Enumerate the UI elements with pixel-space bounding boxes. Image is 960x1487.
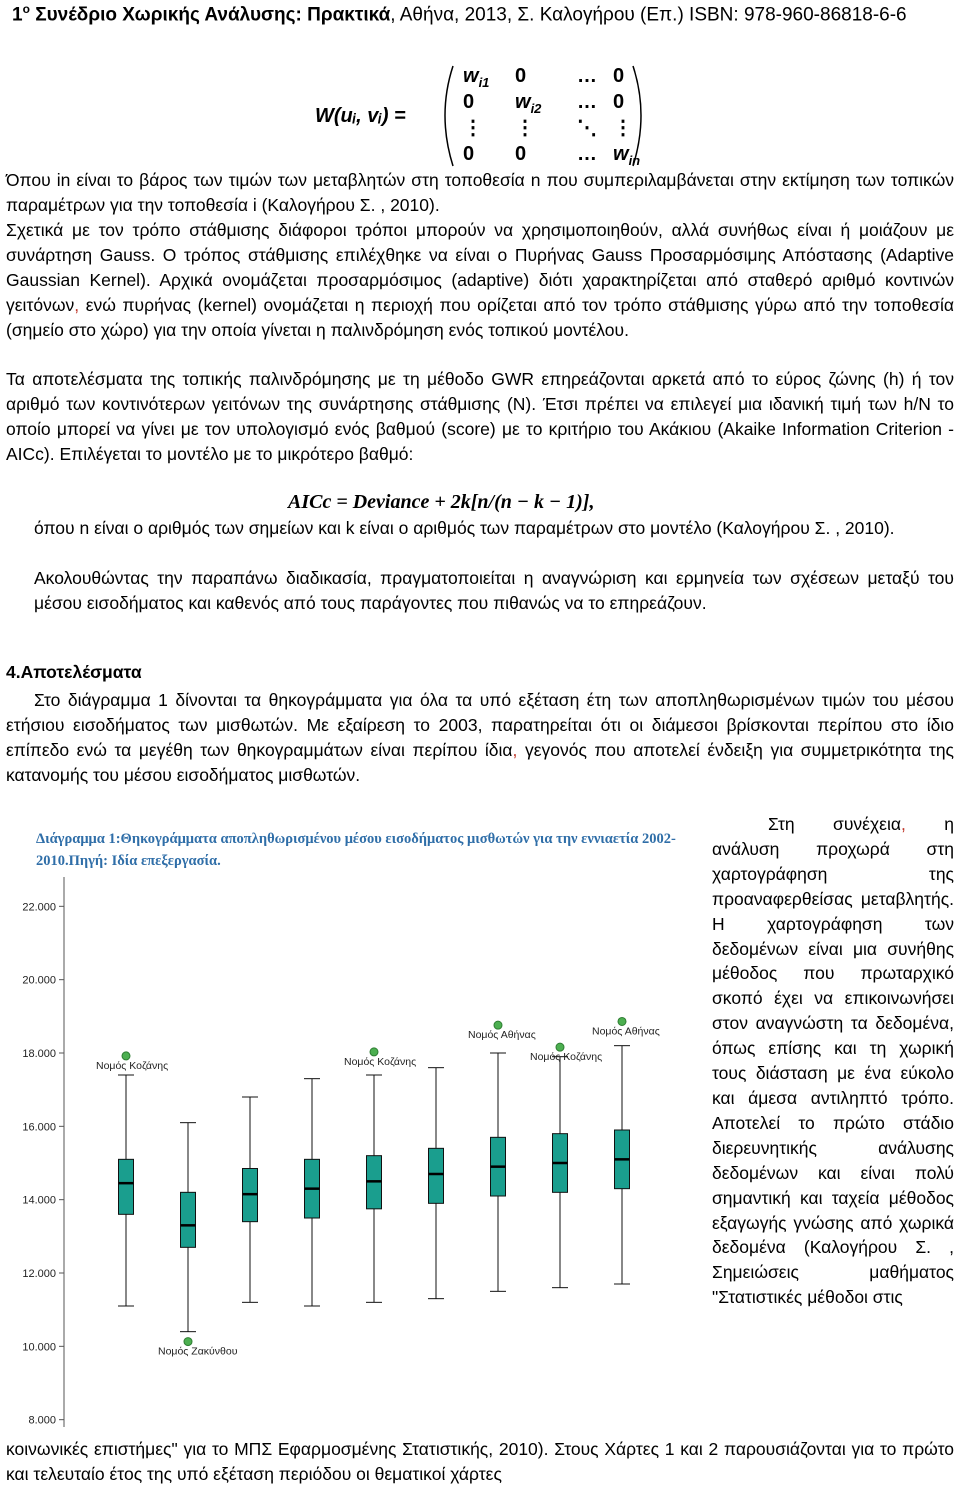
weight-matrix-equation <box>315 60 655 170</box>
paragraph-5 <box>6 688 954 788</box>
matrix-cell: ⋮ <box>463 117 483 139</box>
outlier-point <box>494 1021 502 1029</box>
outlier-label: Νομός Κοζάνης <box>344 1055 417 1068</box>
figure-caption: Διάγραμμα 1:Θηκογράμματα αποπληθωρισμένου μέσου εισοδήματος μισθωτών για την εννιαετία 2002-2010.Πηγή: Ιδία επεξεργασία. <box>36 831 676 869</box>
y-tick-label: 10.000 <box>22 1341 56 1354</box>
paragraph-1c-text: ενώ πυρήνας (kernel) ονομάζεται η περιοχή που ορίζεται από τον τρόπο στάθμισης γύρω από την τοποθεσία (σημείο στο χώρο) για την οποία γίνεται η παλινδρόμηση ενός τοπικού μοντέλου. <box>6 295 954 340</box>
paragraph-1b-comma: , <box>74 295 80 315</box>
paragraph-5b-text: γεγονός που αποτελεί ένδειξη για συμμετρικότητα της κατανομής του μέσου εισοδήματος μισθωτών. <box>6 740 954 785</box>
matrix-cell: $w_{in}$ <box>613 143 641 168</box>
outlier-label: Νομός Αθήνας <box>592 1025 660 1038</box>
outlier-point <box>370 1048 378 1056</box>
matrix-cell: 0 <box>613 91 625 113</box>
matrix-cell: 0 <box>613 65 625 87</box>
matrix-lhs: W(uᵢ, vᵢ) = <box>315 105 406 127</box>
y-tick-label: 16.000 <box>22 1121 56 1134</box>
outlier-label: Νομός Αθήνας <box>468 1029 536 1042</box>
paragraph-1b-text: Σχετικά με τον τρόπο στάθμισης διάφοροι τρόποι μπορούν να χρησιμοποιηθούν, αλλά συνήθως είναι ή μοιάζουν με συνάρτηση Gauss. Ο τρόπος στάθμισης επιλέχθηκε να είναι ο Πυρήνας Gauss Προσαρμόσιμης Απόστασης (Adaptive Gaussian Kernel). Αρχικά ονομάζεται προσαρμόσιμος (adaptive) διότι χαρακτηρίζεται από σταθερό αριθμό κοντινών γειτόνων <box>6 220 954 315</box>
paragraph-3-text: όπου n είναι ο αριθμός των σημείων και k είναι ο αριθμός των παραμέτρων στο μοντέλο (Καλογήρου Σ. , 2010). <box>34 518 895 538</box>
matrix-cell: … <box>577 143 597 165</box>
y-tick-label: 18.000 <box>22 1048 56 1060</box>
box <box>181 1192 196 1247</box>
outlier-label: Νομός Κοζάνης <box>530 1051 603 1064</box>
side-column-lead: Στη συνέχεια <box>768 814 901 834</box>
outlier-point <box>556 1043 564 1051</box>
section-heading: 4.Αποτελέσματα <box>6 662 142 682</box>
boxplot-chart <box>6 862 706 1442</box>
outlier-label: Νομός Κοζάνης <box>96 1059 169 1072</box>
paragraph-6: κοινωνικές επιστήμες" για το ΜΠΣ Εφαρμοσμένης Στατιστικής, 2010). Στους Χάρτες 1 και 2 παρουσιάζονται για το πρώτο και τελευταίο έτος της υπό εξέταση περιόδου οι θεματικοί χάρτες <box>6 1439 954 1484</box>
paragraph-4: Ακολουθώντας την παραπάνω διαδικασία, πραγματοποιείται η αναγνώριση και ερμηνεία των σχέσεων μεταξύ του μέσου εισοδήματος και καθενός από τους παράγοντες που πιθανώς να το επηρεάζουν. <box>34 568 954 613</box>
paragraph-1b <box>6 218 954 343</box>
outlier-point <box>618 1017 626 1025</box>
outlier-point <box>184 1338 192 1346</box>
matrix-left-paren <box>445 66 453 166</box>
outlier-point <box>122 1052 130 1060</box>
y-tick-label: 12.000 <box>22 1268 56 1280</box>
matrix-right-paren <box>633 66 641 166</box>
aicc-formula: AICc = Deviance + 2k[n/(n − k − 1)], <box>288 491 595 513</box>
matrix-svg <box>315 60 655 170</box>
matrix-cell: 0 <box>463 91 475 113</box>
paragraph-2: Τα αποτελέσματα της τοπικής παλινδρόμησης με τη μέθοδο GWR επηρεάζονται αρκετά από το εύρος ζώνης (h) ή τον αριθμό των κοντινότερων γειτόνων της συνάρτησης στάθμισης (N). Έτσι πρέπει να επιλεγεί μια ιδανική τιμή των h/N το οποίο μπορεί να γίνει με τον υπολογισμό ενός βαθμού (score) με το κριτήριο του Ακάκιου (Akaike Information Criterion - AICc). Επιλέγεται το μοντέλο με το μικρότερο βαθμό: <box>6 369 954 464</box>
y-tick-label: 14.000 <box>22 1194 56 1207</box>
paragraph-3 <box>34 516 954 541</box>
matrix-cell: $w_{i2}$ <box>515 91 542 116</box>
y-tick-label: 20.000 <box>22 974 56 987</box>
matrix-cell: ⋱ <box>577 117 597 139</box>
y-tick-label: 8.000 <box>28 1414 56 1427</box>
header-title: Συνέδριο Χωρικής Ανάλυσης: Πρακτικά <box>35 4 391 26</box>
paragraph-5a-text: Στο διάγραμμα 1 δίνονται τα θηκογράμματα για όλα τα υπό εξέταση έτη των αποπληθωρισμένων τιμών του μέσου ετήσιου εισοδήματος των μισθωτών. Με εξαίρεση το 2003, παρατηρείται ότι οι διάμεσοι βρίσκονται περίπου στο ίδιο επίπεδο ενώ τα μεγέθη των θηκογραμμάτων είναι περίπου ίδια <box>6 690 954 760</box>
matrix-cell: … <box>577 65 597 87</box>
side-column-comma: , <box>900 814 906 834</box>
paragraph-5-comma: , <box>512 740 518 760</box>
matrix-cell: 0 <box>515 143 527 165</box>
y-tick-label: 22.000 <box>22 901 56 914</box>
matrix-cell: ⋮ <box>613 117 633 139</box>
side-column-body: η ανάλυση προχωρά στη χαρτογράφηση της προαναφερθείσας μεταβλητής. Η χαρτογράφηση των δεδομένων είναι μια συνήθης μέθοδος που πρωταρχικό σκοπό έχει να επικοινωνήσει στον αναγνώστη τα δεδομένα, όπως επίσης και τη χωρική τους διάσταση με ένα εύκολο και άμεσα αντιληπτό τρόπο. Αποτελεί το πρώτο στάδιο διερευνητικής ανάλυσης δεδομένων και είναι πολύ σημαντική και ταχεία μέθοδος εξαγωγής γνώσης από χωρικά δεδομένα (Καλογήρου Σ. , Σημειώσεις μαθήματος "Στατιστικές μέθοδοι στις <box>712 814 954 1308</box>
header-ordinal: 1 <box>12 4 23 26</box>
header-rest: , Αθήνα, 2013, Σ. Καλογήρου (Επ.) ISBN: 978-960-86818-6-6 <box>390 4 907 26</box>
matrix-cell: 0 <box>463 143 475 165</box>
box <box>119 1159 134 1214</box>
page-header <box>12 2 907 26</box>
matrix-cell: … <box>577 91 597 113</box>
box <box>429 1148 444 1203</box>
matrix-cell: 0 <box>515 65 527 87</box>
side-column-text <box>712 812 954 1310</box>
matrix-cell: ⋮ <box>515 117 535 139</box>
outlier-label: Νομός Ζακύνθου <box>158 1345 238 1358</box>
header-sup: ο <box>22 2 30 16</box>
paragraph-1a: Όπου in είναι το βάρος των τιμών των μεταβλητών στη τοποθεσία n που συμπεριλαμβάνεται στην εκτίμηση των τοπικών παραμέτρων για την τοποθεσία i (Καλογήρου Σ. , 2010). <box>6 170 954 215</box>
matrix-cell: $w_{i1}$ <box>463 65 490 90</box>
